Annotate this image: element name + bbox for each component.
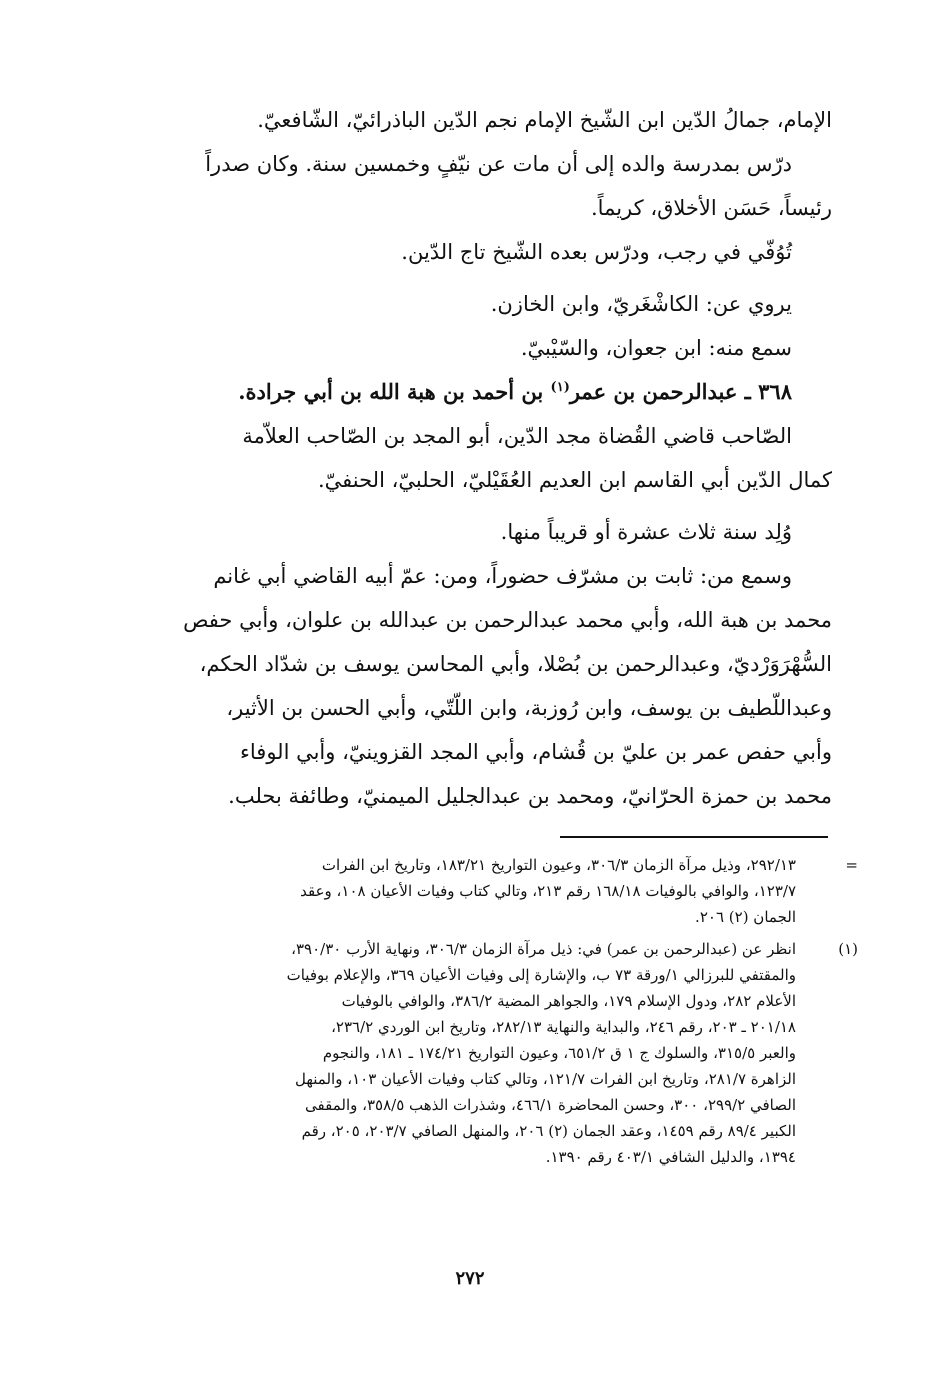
text-line: كمال الدّين أبي القاسم ابن العديم العُقَيْليّ، الحلبيّ، الحنفيّ. [317, 468, 832, 492]
text-line: الصّاحب قاضي القُضاة مجد الدّين، أبو المجد بن الصّاحب العلاّمة [242, 424, 792, 448]
continuation-mark: = [845, 856, 858, 874]
footnote-line: الجمان (٢) ٢٠٦. [695, 908, 796, 926]
footnote-line: ٢٠١/١٨ ـ ٢٠٣، رقم ٢٤٦، والبداية والنهاية ٢٨٢/١٣، وتاريخ ابن الوردي ٢٣٦/٢، [331, 1018, 796, 1036]
footnote-line: ٢٩٢/١٣، وذيل مرآة الزمان ٣٠٦/٣، وعيون التواريخ ١٨٣/٢١، وتاريخ ابن الفرات [321, 856, 796, 874]
text-line: وُلِد سنة ثلاث عشرة أو قريباً منها. [500, 520, 792, 544]
text-line: رئيساً، حَسَن الأخلاق، كريماً. [591, 196, 832, 220]
text-line: محمد بن حمزة الحرّانيّ، ومحمد بن عبدالجليل الميمنيّ، وطائفة بحلب. [228, 784, 832, 808]
text-line: وعبداللّطيف بن يوسف، وابن رُوزبة، وابن اللّتّي، وأبي الحسن بن الأثير، [226, 696, 832, 720]
text-line: يروي عن: الكاشْغَريّ، وابن الخازن. [490, 292, 792, 316]
text-line: محمد بن هبة الله، وأبي محمد عبدالرحمن بن عبدالله بن علوان، وأبي حفص [183, 608, 832, 632]
footnote-line: والمقتفي للبرزالي ١/ورقة ٧٣ ب، والإشارة إلى وفيات الأعيان ٣٦٩، والإعلام بوفيات [286, 966, 796, 984]
entry-heading-lineage: بن أحمد بن هبة الله بن أبي جرادة. [238, 379, 551, 404]
footnote-continuation [100, 852, 858, 930]
text-line: الإمام، جمالُ الدّين ابن الشّيخ الإمام نجم الدّين الباذرائيّ، الشّافعيّ. [257, 108, 832, 132]
text-line: وسمع من: ثابت بن مشرّف حضوراً، ومن: عمّ أبيه القاضي أبي غانم [213, 564, 792, 588]
footnote-line: ١٢٣/٧، والوافي بالوفيات ١٦٨/١٨ رقم ٢١٣، وتالي كتاب وفيات الأعيان ١٠٨، وعقد [300, 882, 796, 900]
entry-heading-name: ٣٦٨ ـ عبدالرحمن بن عمر [569, 379, 792, 404]
footnote-line: انظر عن (عبدالرحمن بن عمر) في: ذيل مرآة الزمان ٣٠٦/٣، ونهاية الأرب ٣٩٠/٣٠، [291, 940, 796, 958]
footnotes [100, 852, 858, 1176]
footnote-number: (١) [838, 940, 858, 958]
footnote-1 [100, 936, 858, 1170]
footnote-line: والعبر ٣١٥/٥، والسلوك ج ١ ق ٦٥١/٢، وعيون التواريخ ١٧٤/٢١ ـ ١٨١، والنجوم [322, 1044, 796, 1062]
main-text [100, 98, 832, 818]
footnote-line: الأعلام ٢٨٢، ودول الإسلام ١٧٩، والجواهر المضية ٣٨٦/٢، والوافي بالوفيات [341, 992, 796, 1010]
page-number: ٢٧٢ [455, 1268, 485, 1289]
text-line: وأبي حفص عمر بن عليّ بن قُشام، وأبي المجد القزوينيّ، وأبي الوفاء [240, 740, 832, 764]
footnote-line: الصافي ٢٩٩/٢، ٣٠٠، وحسن المحاضرة ٤٦٦/١، وشذرات الذهب ٣٥٨/٥، والمقفى [305, 1096, 796, 1114]
footnote-separator [560, 836, 828, 838]
footnote-line: الزاهرة ٢٨١/٧، وتاريخ ابن الفرات ١٢١/٧، وتالي كتاب وفيات الأعيان ١٠٣، والمنهل [295, 1070, 796, 1088]
footnote-line: ١٣٩٤، والدليل الشافي ٤٠٣/١ رقم ١٣٩٠. [545, 1148, 796, 1166]
footnote-marker: (١) [550, 380, 570, 395]
text-line: تُوُفّي في رجب، ودرّس بعده الشّيخ تاج الدّين. [401, 240, 792, 264]
entry-heading [100, 370, 832, 414]
text-line: درّس بمدرسة والده إلى أن مات عن نيّفٍ وخمسين سنة. وكان صدراً [205, 152, 792, 176]
text-line: السُّهْرَوَرْديّ، وعبدالرحمن بن بُصْلا، وأبي المحاسن يوسف بن شدّاد الحكم، [199, 652, 832, 676]
footnote-line: الكبير ٨٩/٤ رقم ١٤٥٩، وعقد الجمان (٢) ٢٠٦، والمنهل الصافي ٢٠٣/٧، ٢٠٥، رقم [301, 1122, 796, 1140]
text-line: سمع منه: ابن جعوان، والسّيْبيّ. [520, 336, 792, 360]
